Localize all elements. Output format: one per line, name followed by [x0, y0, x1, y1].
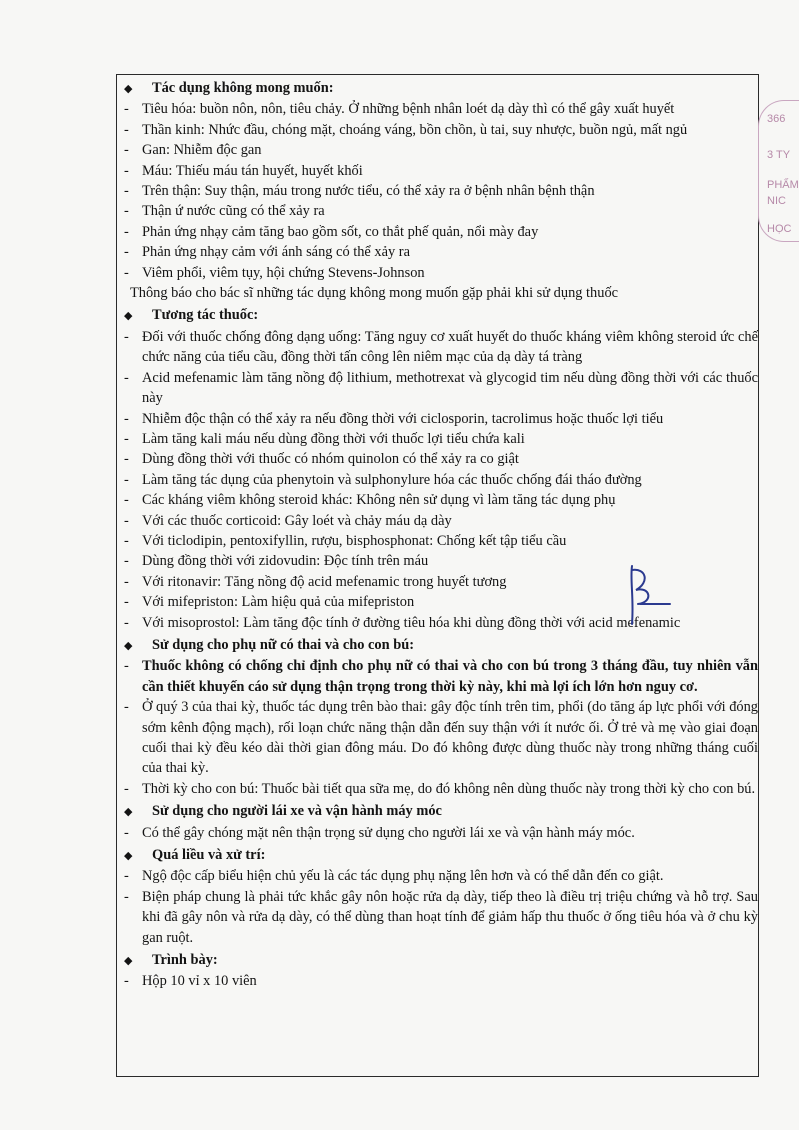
section-heading-text: Tương tác thuốc: — [152, 307, 259, 324]
list-item-text: Ở quý 3 của thai kỳ, thuốc tác dụng trên bào thai: gây độc tính trên tim, phổi (do tăng áp lực phổi với đóng sớm kênh động mạch), rối loạn chức năng thận dẫn đến suy thận với ít nước ối. Ở trẻ và mẹ vào giai đoạn cuối thai kỳ đều kéo dài thời gian đông máu. Do đó không được dùng thuốc này trong những tháng cuối của thai kỳ. — [142, 699, 758, 777]
dash-bullet-icon: - — [124, 162, 129, 179]
list-item-text: Với ritonavir: Tăng nồng độ acid mefenamic trong huyết tương — [142, 573, 507, 590]
dash-bullet-icon: - — [124, 410, 129, 427]
dash-bullet-icon: - — [124, 183, 129, 200]
dash-bullet-icon: - — [124, 244, 129, 261]
list-item — [122, 120, 758, 140]
dash-bullet-icon: - — [124, 532, 129, 549]
list-item-text: Hộp 10 vỉ x 10 viên — [142, 973, 257, 990]
list-item — [122, 697, 758, 779]
section-heading — [122, 305, 758, 326]
dash-bullet-icon: - — [124, 223, 129, 240]
section — [122, 78, 758, 305]
list-item — [122, 99, 758, 119]
section-heading — [122, 950, 758, 971]
stamp-line: 366 — [767, 113, 786, 125]
list-item-text: Tiêu hóa: buồn nôn, nôn, tiêu chảy. Ở những bệnh nhân loét dạ dày thì có thể gây xuất huyết — [142, 101, 675, 118]
section-heading — [122, 78, 758, 99]
list-item-text: Với misoprostol: Làm tăng độc tính ở đường tiêu hóa khi dùng đồng thời với acid mefenamic — [142, 614, 681, 631]
section — [122, 845, 758, 950]
signature-mark — [610, 560, 680, 630]
list-item-text: Máu: Thiếu máu tán huyết, huyết khối — [142, 162, 363, 179]
list-item-text: Với ticlodipin, pentoxifyllin, rượu, bisphosphonat: Chống kết tập tiểu cầu — [142, 532, 567, 549]
list-item-text: Với mifepriston: Làm hiệu quả của mifepriston — [142, 594, 415, 611]
list-item-text: Dùng đồng thời với thuốc có nhóm quinolon có thể xảy ra co giật — [142, 451, 519, 468]
dash-bullet-icon: - — [124, 492, 129, 509]
list-item-text: Thận ứ nước cũng có thể xảy ra — [142, 203, 325, 220]
dash-bullet-icon: - — [124, 264, 129, 281]
stamp-line: 3 TY — [767, 149, 791, 161]
list-item — [122, 327, 758, 368]
list-item-text: Trên thận: Suy thận, máu trong nước tiểu, có thể xảy ra ở bệnh nhân bệnh thận — [142, 183, 595, 200]
dash-bullet-icon: - — [124, 203, 129, 220]
list-item — [122, 429, 758, 449]
list-item-text: Acid mefenamic làm tăng nồng độ lithium, methotrexat và glycogid tim nếu dùng đồng thời với các thuốc này — [142, 369, 758, 407]
stamp-line: NIC — [767, 195, 786, 207]
list-item — [122, 201, 758, 221]
section-note: Thông báo cho bác sĩ những tác dụng không mong muốn gặp phải khi sử dụng thuốc — [130, 285, 619, 302]
section — [122, 801, 758, 845]
diamond-bullet-icon: ◆ — [124, 806, 133, 819]
list-item-text: Phản ứng nhạy cảm với ánh sáng có thể xảy ra — [142, 244, 410, 261]
dash-bullet-icon: - — [124, 471, 129, 488]
document-content — [122, 78, 758, 994]
list-item-text: Ngộ độc cấp biểu hiện chủ yếu là các tác dụng phụ nặng lên hơn và có thể dẫn đến co giật. — [142, 868, 664, 885]
dash-bullet-icon: - — [124, 699, 129, 716]
section-heading-text: Sử dụng cho phụ nữ có thai và cho con bú: — [152, 636, 414, 653]
dash-bullet-icon: - — [124, 824, 129, 841]
dash-bullet-icon: - — [124, 614, 129, 631]
list-item — [122, 656, 758, 697]
list-item — [122, 181, 758, 201]
dash-bullet-icon: - — [124, 512, 129, 529]
list-item-text: Làm tăng kali máu nếu dùng đồng thời với thuốc lợi tiểu chứa kali — [142, 430, 525, 447]
list-item — [122, 511, 758, 531]
list-item-text: Biện pháp chung là phải tức khắc gây nôn hoặc rửa dạ dày, tiếp theo là điều trị triệu chứng và hỗ trợ. Sau khi đã gây nôn và rửa dạ dày, có thể dùng than hoạt tính để giảm hấp thu thuốc ở ống tiêu hóa và ở chu kỳ gan ruột. — [142, 888, 758, 946]
list-item — [122, 887, 758, 948]
list-item-text: Có thể gây chóng mặt nên thận trọng sử dụng cho người lái xe và vận hành máy móc. — [142, 824, 635, 841]
dash-bullet-icon: - — [124, 142, 129, 159]
list-item — [122, 449, 758, 469]
dash-bullet-icon: - — [124, 430, 129, 447]
list-item — [122, 140, 758, 160]
list-item-text: Dùng đồng thời với zidovudin: Độc tính trên máu — [142, 553, 429, 570]
list-item — [122, 242, 758, 262]
dash-bullet-icon: - — [124, 121, 129, 138]
list-item — [122, 490, 758, 510]
dash-bullet-icon: - — [124, 868, 129, 885]
list-item — [122, 866, 758, 886]
section-heading-text: Tác dụng không mong muốn: — [152, 80, 334, 96]
dash-bullet-icon: - — [124, 101, 129, 118]
list-item-text: Phản ứng nhạy cảm tăng bao gồm sốt, co thắt phế quản, nổi mày đay — [142, 223, 539, 240]
list-item — [122, 368, 758, 409]
dash-bullet-icon: - — [124, 328, 129, 345]
dash-bullet-icon: - — [124, 451, 129, 468]
section-heading-text: Quá liều và xử trí: — [152, 847, 266, 864]
dash-bullet-icon: - — [124, 573, 129, 590]
list-item-text: Đối với thuốc chống đông dạng uống: Tăng nguy cơ xuất huyết do thuốc kháng viêm không steroid ức chế chức năng của tiểu cầu, đồng thời tấn công lên niêm mạc của dạ dày tá tràng — [142, 328, 758, 366]
list-item — [122, 823, 758, 843]
list-item-text: Với các thuốc corticoid: Gây loét và chảy máu dạ dày — [142, 512, 452, 529]
stamp-line: HỌC — [767, 223, 792, 235]
dash-bullet-icon: - — [124, 553, 129, 570]
list-item — [122, 263, 758, 283]
list-item — [122, 531, 758, 551]
dash-bullet-icon: - — [124, 369, 129, 386]
diamond-bullet-icon: ◆ — [124, 639, 133, 652]
diamond-bullet-icon: ◆ — [124, 955, 133, 968]
list-item-text: Làm tăng tác dụng của phenytoin và sulphonylure hóa các thuốc chống đái tháo đường — [142, 471, 642, 488]
list-item — [122, 161, 758, 181]
section — [122, 950, 758, 994]
list-item — [122, 971, 758, 991]
company-stamp — [758, 100, 799, 242]
list-item-text: Viêm phổi, viêm tụy, hội chứng Stevens-Johnson — [142, 264, 425, 281]
section-heading — [122, 635, 758, 656]
section-heading-text: Trình bày: — [152, 952, 218, 969]
dash-bullet-icon: - — [124, 780, 129, 797]
list-item — [122, 409, 758, 429]
list-item — [122, 222, 758, 242]
list-item — [122, 779, 758, 799]
dash-bullet-icon: - — [124, 594, 129, 611]
diamond-bullet-icon: ◆ — [124, 83, 133, 95]
list-item-text: Gan: Nhiễm độc gan — [142, 142, 262, 159]
diamond-bullet-icon: ◆ — [124, 310, 133, 323]
list-item-text: Thời kỳ cho con bú: Thuốc bài tiết qua sữa mẹ, do đó không nên dùng thuốc này trong thời kỳ cho con bú. — [142, 780, 756, 797]
diamond-bullet-icon: ◆ — [124, 850, 133, 863]
list-item-text: Các kháng viêm không steroid khác: Không nên sử dụng vì làm tăng tác dụng phụ — [142, 492, 616, 509]
section-heading — [122, 845, 758, 866]
dash-bullet-icon: - — [124, 658, 129, 675]
section-heading-text: Sử dụng cho người lái xe và vận hành máy móc — [152, 803, 442, 820]
section — [122, 635, 758, 801]
dash-bullet-icon: - — [124, 973, 129, 990]
dash-bullet-icon: - — [124, 888, 129, 905]
stamp-line: PHẨM — [767, 179, 799, 191]
list-item — [122, 470, 758, 490]
list-item-text: Nhiễm độc thận có thể xảy ra nếu đồng thời với ciclosporin, tacrolimus hoặc thuốc lợi tiểu — [142, 410, 664, 427]
section-heading — [122, 801, 758, 822]
list-item-text: Thần kinh: Nhức đầu, chóng mặt, choáng váng, bồn chồn, ù tai, suy nhược, buồn ngủ, mất ngủ — [142, 121, 688, 138]
list-item-text: Thuốc không có chống chỉ định cho phụ nữ có thai và cho con bú trong 3 tháng đầu, tuy nhiên vẫn cần thiết khuyến cáo sử dụng thận trọng trong thời kỳ này, khi mà lợi ích lớn hơn nguy cơ. — [142, 658, 758, 695]
